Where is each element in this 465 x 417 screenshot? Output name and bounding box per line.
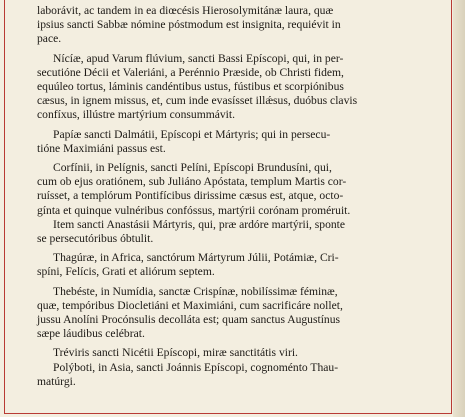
page-frame xyxy=(4,0,452,414)
martyrology-text xyxy=(37,4,449,389)
text-line: Papíæ sancti Dalmátii, Epíscopi et Mártyris; qui in persecu- xyxy=(53,127,331,141)
text-line: sæpe láudibus celébrat. xyxy=(37,327,145,341)
text-line: ipsius sancti Sabbæ nómine póstmodum est insignita, requiévit in xyxy=(37,18,341,32)
text-line: se persecutóribus óbtulit. xyxy=(37,232,154,246)
text-line: secutióne Décii et Valeriáni, a Perénnio Præside, ob Christi fidem, xyxy=(37,65,344,79)
text-line: cum ob ejus oratiónem, sub Juliáno Apóstata, templum Martis cor- xyxy=(37,175,347,189)
paragraph-joannes xyxy=(37,361,449,389)
text-line: Corfínii, in Pelígnis, sancti Pelíni, Epíscopi Brundusíni, qui, xyxy=(53,161,332,175)
text-line: Nícíæ, apud Varum flúvium, sancti Bassi Epíscopi, qui, in per- xyxy=(53,51,344,65)
text-line: pace. xyxy=(37,32,62,46)
text-line: Thebéste, in Numídia, sanctæ Crispínæ, nobilíssimæ féminæ, xyxy=(53,284,338,298)
text-line: Item sancti Anastásii Mártyris, qui, præ ardóre martýrii, sponte xyxy=(53,217,346,231)
text-line: laborávit, ac tandem in ea diœcésis Hierosolymitánæ laura, quæ xyxy=(37,4,334,17)
text-line: cæsus, in ignem missus, et, cum inde evasísset illǽsus, duóbus clavis xyxy=(37,94,358,108)
text-line: quæ, tempóribus Diocletiáni et Maximiáni, cum sacrificáre nollet, xyxy=(37,298,343,312)
text-line: spíni, Felícis, Grati et aliórum septem. xyxy=(37,265,215,279)
text-line: Polýboti, in Asia, sancti Joánnis Epíscopi, cognoménto Thau- xyxy=(53,360,339,374)
text-line: jussu Anolíni Procónsulis decolláta est; quam sanctus Augustínus xyxy=(37,313,341,327)
text-line: ruísset, a templórum Pontifícibus dirissime cæsus est, atque, octo- xyxy=(37,189,344,203)
paragraph-dalmatius xyxy=(37,128,449,156)
text-line: equúleo tortus, láminis candéntibus ustus, fústibus et scorpiónibus xyxy=(37,80,344,94)
paragraph-pelinus xyxy=(37,161,449,218)
paragraph-crispina xyxy=(37,285,449,342)
paragraph-bassus xyxy=(37,52,449,123)
text-line: matúrgi. xyxy=(37,374,76,388)
paragraph-thagura xyxy=(37,251,449,279)
text-line: Tréviris sancti Nicétii Epíscopi, miræ sanctitátis viri. xyxy=(53,346,298,360)
text-line: Thagúræ, in Africa, sanctórum Mártyrum Júlii, Potámiæ, Cri- xyxy=(53,251,339,265)
text-line: tióne Maximiáni passus est. xyxy=(37,141,166,155)
page-edge xyxy=(453,0,465,417)
paragraph-sabbas xyxy=(37,4,449,47)
paragraph-anastasius xyxy=(37,218,449,246)
paragraph-nicetius xyxy=(37,346,449,360)
text-line: gínta et quinque vulnéribus confóssus, martýrii corónam proméruit. xyxy=(37,203,351,217)
text-line: confíxus, illústre martýrium consummávit. xyxy=(37,108,236,122)
